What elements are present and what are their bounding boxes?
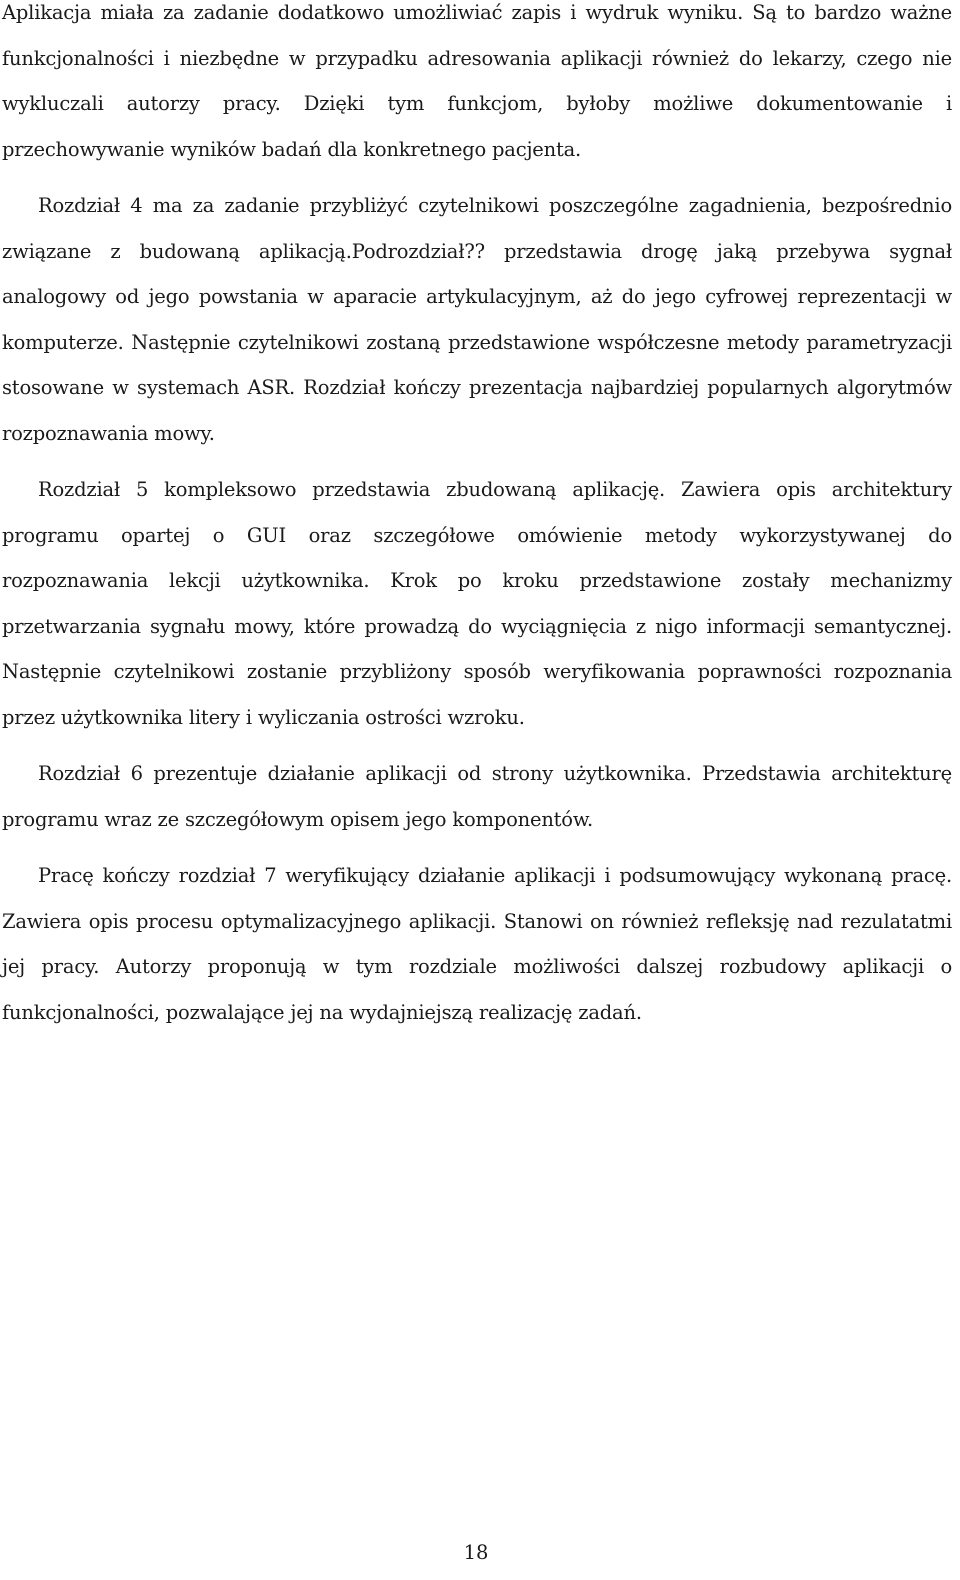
paragraph-1: Aplikacja miała za zadanie dodatkowo umożliwiać zapis i wydruk wyniku. Są to bardzo ważne funkcjonalności i niezbędne w przypadku adresowania aplikacji również do lekarzy, czego nie wykluczali autorzy pracy. Dzięki tym funkcjom, byłoby możliwe dokumentowanie i przechowywanie wyników badań dla konkretnego pacjenta.: [2, 1, 952, 161]
paragraph-5: Pracę kończy rozdział 7 weryfikujący działanie aplikacji i podsumowujący wykonaną pracę. Zawiera opis procesu optymalizacyjnego aplikacji. Stanowi on również refleksję nad rezulatatmi jej pracy. Autorzy proponują w tym rozdziale możliwości dalszej rozbudowy aplikacji o funkcjonalności, pozwalające jej na wydajniejszą realizację zadań.: [2, 864, 952, 1024]
document-body: [2, 0, 952, 1046]
paragraph-2: Rozdział 4 ma za zadanie przybliżyć czytelnikowi poszczególne zagadnienia, bezpośrednio związane z budowaną aplikacją.Podrozdział?? przedstawia drogę jaką przebywa sygnał analogowy od jego powstania w aparacie artykulacyjnym, aż do jego cyfrowej reprezentacji w komputerze. Następnie czytelnikowi zostaną przedstawione współczesne metody parametryzacji stosowane w systemach ASR. Rozdział kończy prezentacja najbardziej popularnych algorytmów rozpoznawania mowy.: [2, 194, 952, 445]
paragraph-3: Rozdział 5 kompleksowo przedstawia zbudowaną aplikację. Zawiera opis architektury programu opartej o GUI oraz szczegółowe omówienie metody wykorzystywanej do rozpoznawania lekcji użytkownika. Krok po kroku przedstawione zostały mechanizmy przetwarzania sygnału mowy, które prowadzą do wyciągnięcia z nigo informacji semantycznej. Następnie czytelnikowi zostanie przybliżony sposób weryfikowania poprawności rozpoznania przez użytkownika litery i wyliczania ostrości wzroku.: [2, 478, 952, 729]
paragraph-4: Rozdział 6 prezentuje działanie aplikacji od strony użytkownika. Przedstawia architekturę programu wraz ze szczegółowym opisem jego komponentów.: [2, 762, 952, 831]
page-number: 18: [463, 1541, 489, 1564]
